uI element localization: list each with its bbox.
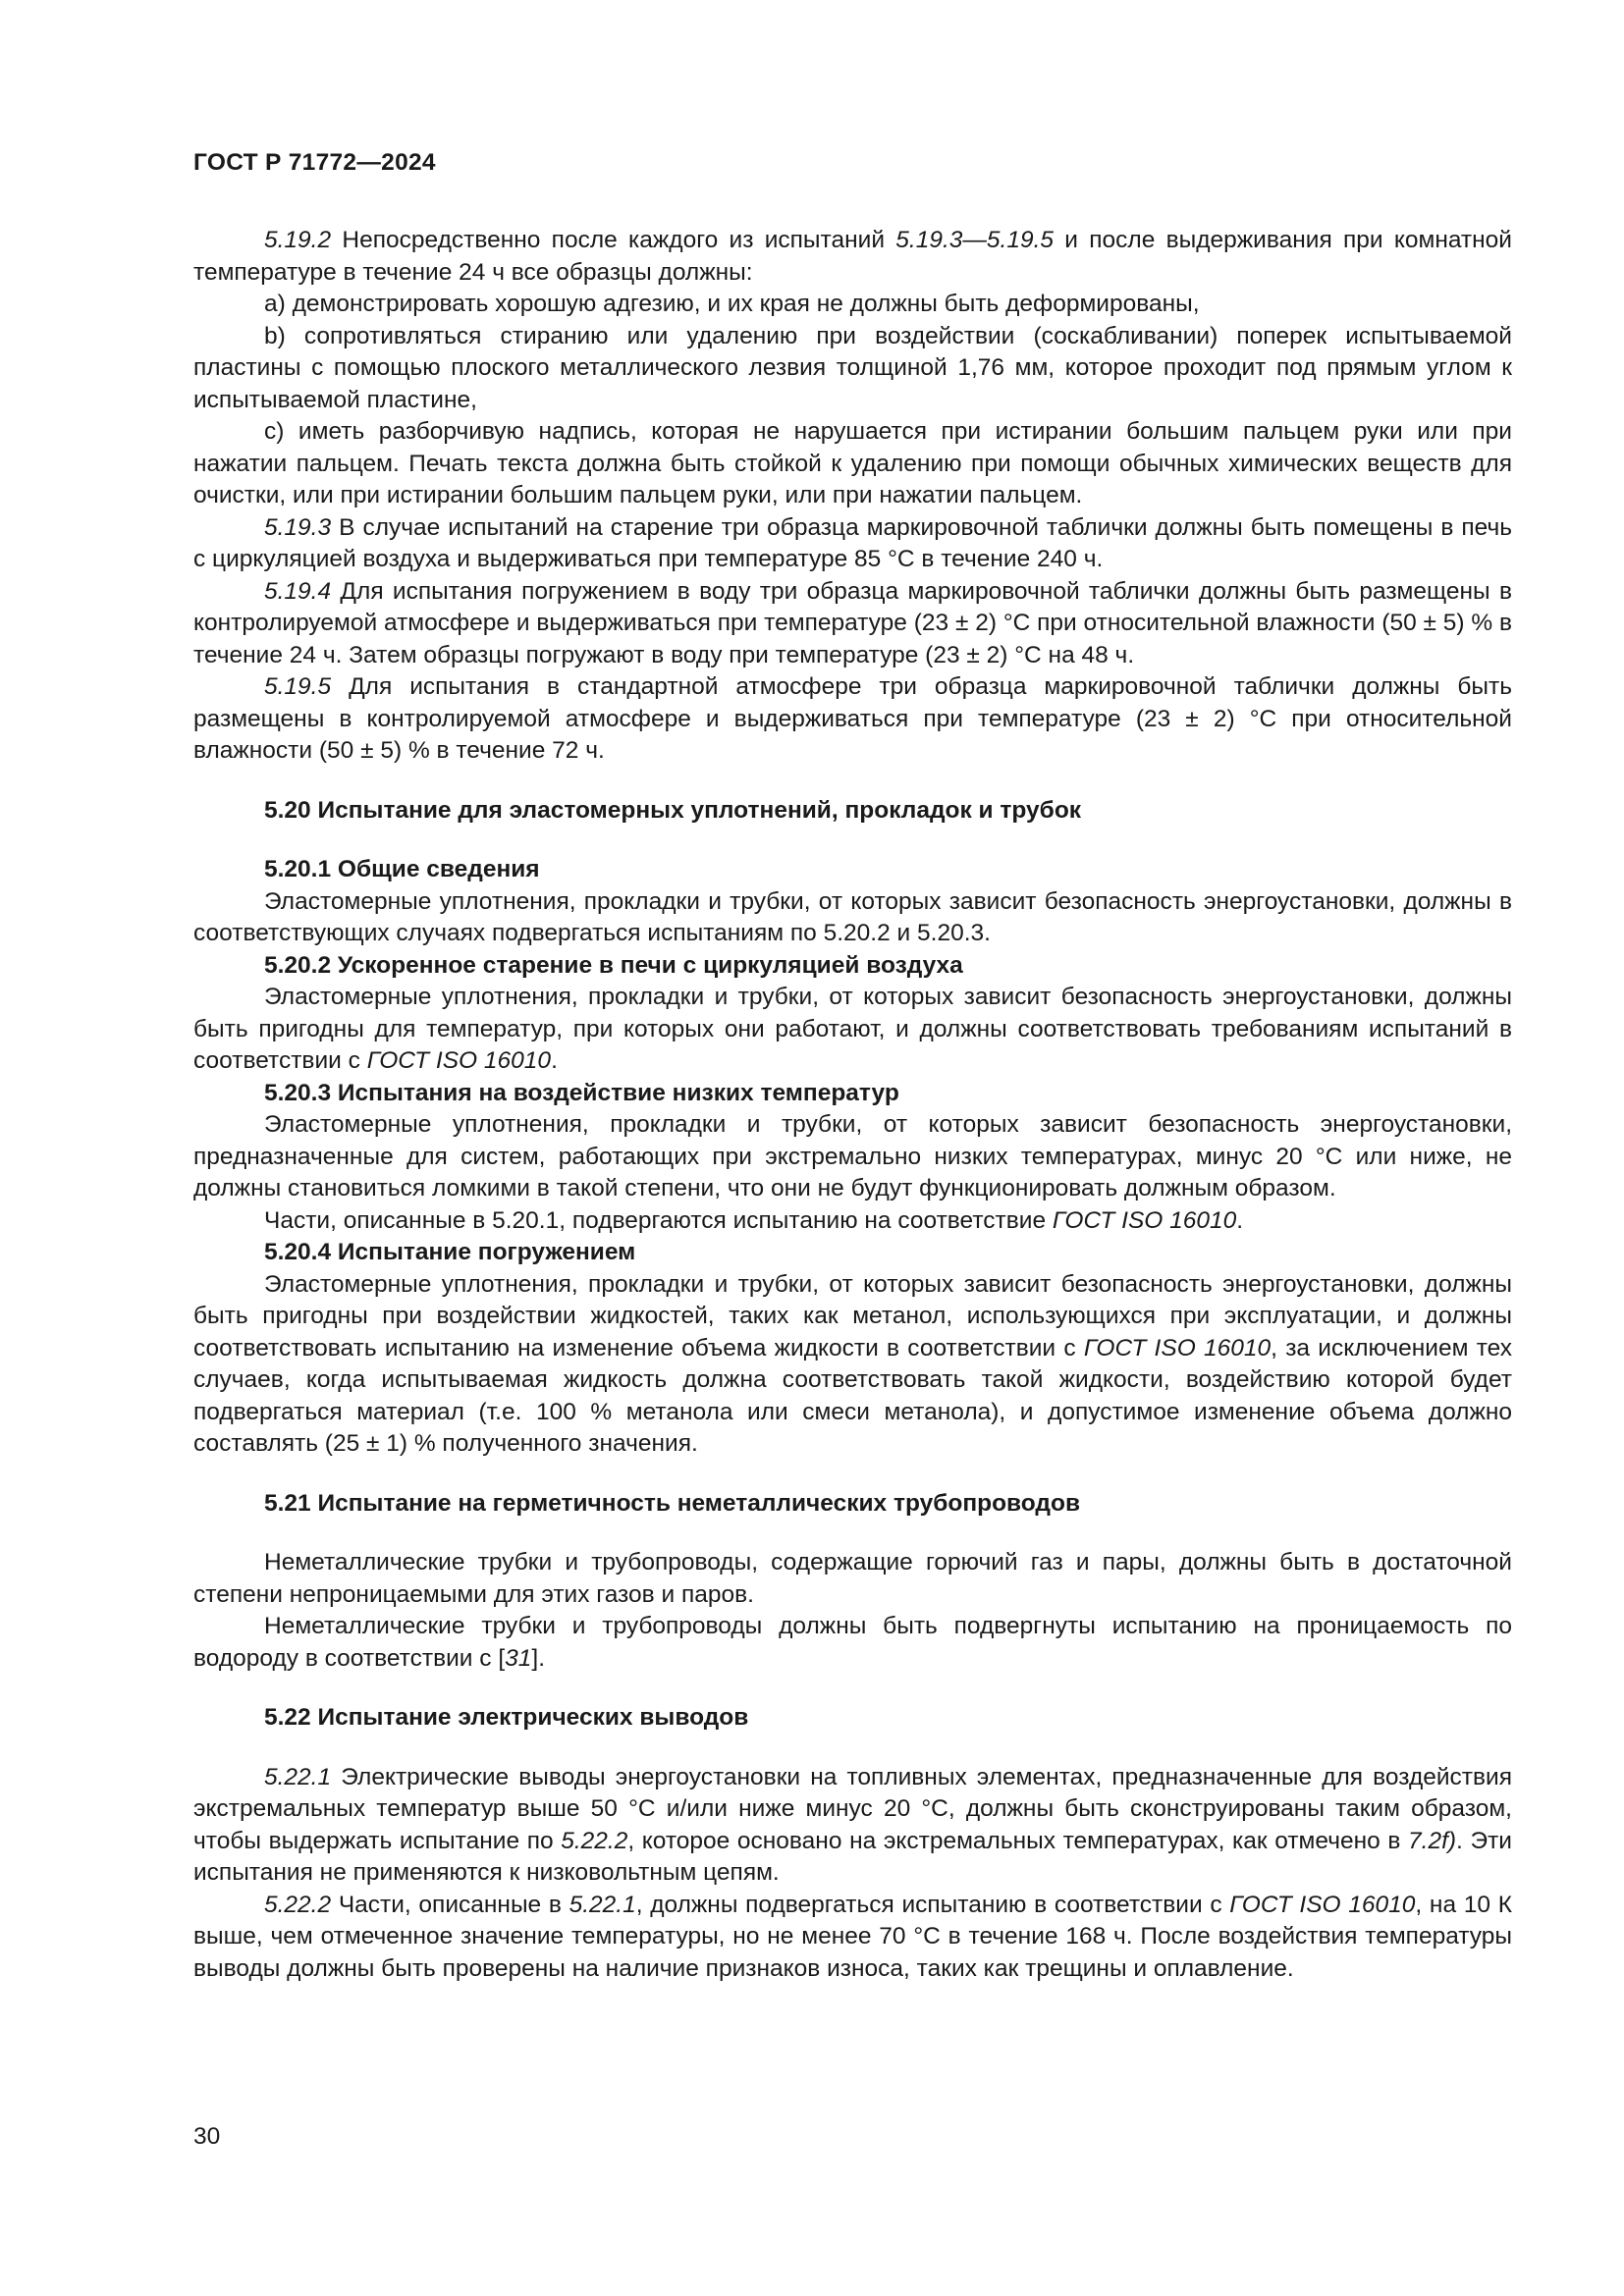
clause-ref: 5.19.3 xyxy=(264,513,332,541)
standard-ref: ГОСТ ISO 16010 xyxy=(1052,1206,1237,1234)
list-item-a: a) демонстрировать хорошую адгезию, и их края не должны быть деформированы, xyxy=(264,291,1200,317)
paragraph-5-21-1: Неметаллические трубки и трубопроводы, содержащие горючий газ и пары, должны быть в достаточной степени непроницаемыми для этих газов и паров. xyxy=(193,1549,1512,1608)
paragraph-5-20-3: Эластомерные уплотнения, прокладки и трубки, от которых зависит безопасность энергоустановки, предназначенные для систем, работающих при экстремально низких температурах, минус 20 °С или ниже, не должны становиться ломкими в такой степени, что они не будут функционировать должным образом. xyxy=(193,1111,1512,1201)
text: Электрические выводы энергоустановки на топливных элементах, предназначенные для воздействия экстремальных температур выше 50 °С и/или ниже минус 20 °С, должны быть сконструированы таким образом, чтобы выдержать испытание по xyxy=(193,1763,1512,1854)
text: В случае испытаний на старение три образца маркировочной таблички должны быть помещены в печь с циркуляцией воздуха и выдерживаться при температуре 85 °С в течение 240 ч. xyxy=(193,513,1512,572)
document-body xyxy=(193,225,1512,1985)
text: . xyxy=(1236,1206,1244,1234)
clause-ref: 5.22.2 xyxy=(264,1891,332,1918)
standard-ref: ГОСТ ISO 16010 xyxy=(366,1047,552,1074)
text: Части, описанные в 5.20.1, подвергаются испытанию на соответствие xyxy=(264,1206,1053,1234)
text: , за исключением тех случаев, когда испытываемая жидкость должна соответствовать такой жидкости, воздействию которой будет подвергаться материал (т.е. 100 % метанола или смеси метанола), и допустимое изменение объема должно составлять (25 ± 1) % полученного значения. xyxy=(193,1334,1512,1457)
paragraph-5-19-5 xyxy=(193,671,1512,768)
section-heading-5-22: 5.22 Испытание электрических выводов xyxy=(264,1704,749,1731)
text: , которое основано на экстремальных температурах, как отмечено в xyxy=(627,1827,1409,1854)
text: Для испытания в стандартной атмосфере три образца маркировочной таблички должны быть размещены в контролируемой атмосфере и выдерживаться при температуре (23 ± 2) °С при относительной влажности (50 ± 5) % в течение 72 ч. xyxy=(193,673,1512,764)
spacer xyxy=(193,768,1512,795)
section-heading-5-21: 5.21 Испытание на герметичность неметаллических трубопроводов xyxy=(264,1489,1081,1517)
subsection-heading-5-20-2: 5.20.2 Ускоренное старение в печи с циркуляцией воздуха xyxy=(264,951,963,979)
text: , на 10 К выше, чем отмеченное значение температуры, но не менее 70 °С в течение 168 ч. После воздействия температуры выводы должны быть проверены на наличие признаков износа, таких как трещины и оплавление. xyxy=(193,1891,1512,1982)
clause-ref: 5.19.5 xyxy=(264,673,332,700)
paragraph-5-22-1 xyxy=(193,1762,1512,1890)
text: Эластомерные уплотнения, прокладки и трубки, от которых зависит безопасность энергоустановки, должны быть пригодны при воздействии жидкостей, таких как метанол, использующихся при эксплуатации, и должны соответствовать испытанию на изменение объема жидкости в соответствии с xyxy=(193,1270,1512,1362)
paragraph-5-20-4 xyxy=(193,1269,1512,1461)
paragraph-5-22-2 xyxy=(193,1890,1512,1986)
standard-ref: ГОСТ ISO 16010 xyxy=(1083,1334,1272,1362)
spacer xyxy=(193,1520,1512,1547)
paragraph-5-19-2 xyxy=(193,225,1512,289)
text: Части, описанные в xyxy=(331,1891,569,1918)
section-heading-5-20: 5.20 Испытание для эластомерных уплотнений, прокладок и трубок xyxy=(264,796,1082,824)
clause-ref: 7.2f) xyxy=(1408,1827,1457,1854)
text: . xyxy=(551,1047,558,1074)
list-item-c: c) иметь разборчивую надпись, которая не нарушается при истирании большим пальцем руки или при нажатии пальцем. Печать текста должна быть стойкой к удалению при помощи обычных химических веществ для очистки, или при истирании большим пальцем руки, или при нажатии пальцем. xyxy=(193,418,1512,508)
subsection-heading-5-20-1: 5.20.1 Общие сведения xyxy=(264,856,540,882)
clause-ref: 5.19.2 xyxy=(264,227,332,253)
paragraph-5-19-4 xyxy=(193,576,1512,672)
text: . Эти испытания не применяются к низковольтным цепям. xyxy=(193,1827,1512,1886)
text: ]. xyxy=(531,1644,546,1672)
clause-ref: 5.22.1 xyxy=(264,1763,332,1790)
text: Непосредственно после каждого из испытаний xyxy=(331,227,896,253)
text: и после выдерживания при комнатной температуре в течение 24 ч все образцы должны: xyxy=(193,227,1512,286)
text: , должны подвергаться испытанию в соответствии с xyxy=(635,1891,1230,1918)
text: Для испытания погружением в воду три образца маркировочной таблички должны быть размещены в контролируемой атмосфере и выдерживаться при температуре (23 ± 2) °С при относительной влажности (50 ± 5) % в течение 24 ч. Затем образцы погружают в воду при температуре (23 ± 2) °С на 48 ч. xyxy=(193,577,1512,668)
spacer xyxy=(193,827,1512,854)
clause-ref: 5.19.4 xyxy=(264,577,332,605)
paragraph-5-21-2 xyxy=(193,1611,1512,1675)
bibliography-ref: 31 xyxy=(505,1644,532,1672)
subsection-heading-5-20-3: 5.20.3 Испытания на воздействие низких температур xyxy=(264,1079,899,1106)
clause-ref-range: 5.19.3—5.19.5 xyxy=(895,227,1055,253)
clause-ref: 5.22.1 xyxy=(568,1891,636,1918)
document-header: ГОСТ Р 71772—2024 xyxy=(193,149,436,176)
spacer xyxy=(193,1461,1512,1488)
subsection-heading-5-20-4: 5.20.4 Испытание погружением xyxy=(264,1239,636,1265)
text: Неметаллические трубки и трубопроводы должны быть подвергнуты испытанию на проницаемость по водороду в соответствии с [ xyxy=(193,1613,1512,1672)
spacer xyxy=(193,1735,1512,1762)
paragraph-5-19-3 xyxy=(193,512,1512,576)
list-item-b: b) сопротивляться стиранию или удалению при воздействии (соскабливании) поперек испытываемой пластины с помощью плоского металлического лезвия толщиной 1,76 мм, которое проходит под прямым углом к испытываемой пластине, xyxy=(193,322,1512,413)
clause-ref: 5.22.2 xyxy=(561,1827,628,1854)
paragraph-5-20-3-b xyxy=(193,1205,1512,1238)
standard-ref: ГОСТ ISO 16010 xyxy=(1229,1891,1416,1918)
spacer xyxy=(193,1675,1512,1702)
paragraph-5-20-1: Эластомерные уплотнения, прокладки и трубки, от которых зависит безопасность энергоустановки, должны в соответствующих случаях подвергаться испытаниям по 5.20.2 и 5.20.3. xyxy=(193,887,1512,946)
text: Эластомерные уплотнения, прокладки и трубки, от которых зависит безопасность энергоустановки, должны быть пригодны для температур, при которых они работают, и должны соответствовать требованиям испытаний в соответствии с xyxy=(193,984,1512,1074)
paragraph-5-20-2 xyxy=(193,982,1512,1078)
page-number: 30 xyxy=(193,2123,221,2150)
